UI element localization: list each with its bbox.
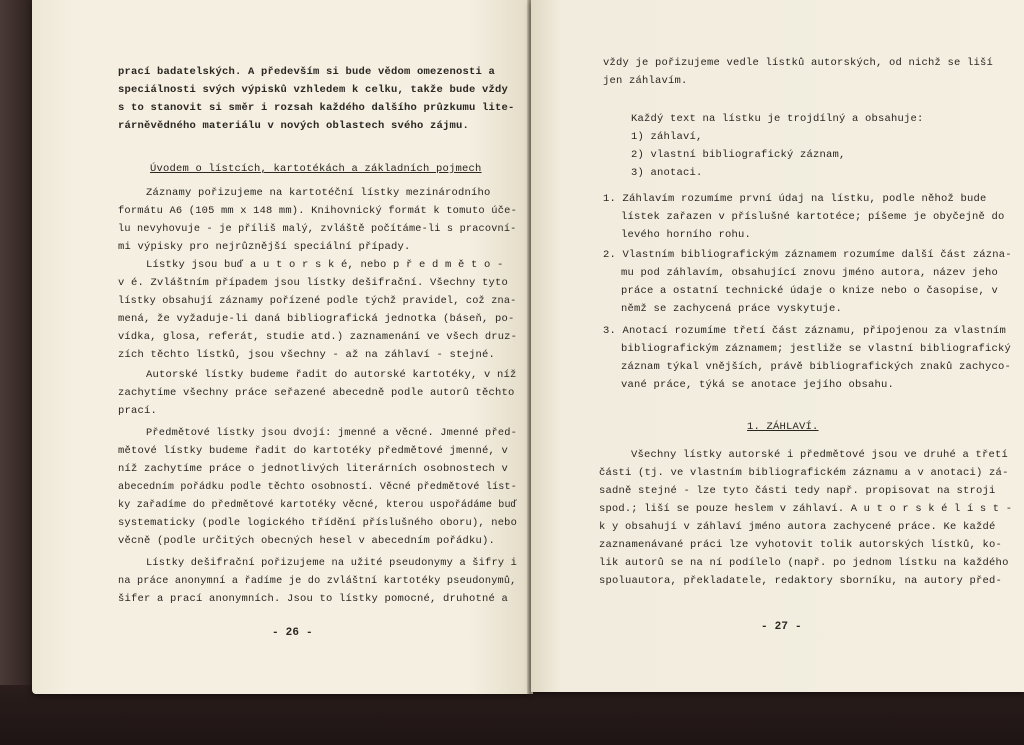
text-line: 3. Anotací rozumíme třetí část záznamu, připojenou za vlastním xyxy=(603,325,1007,337)
text-line: na práce anonymní a řadíme je do zvláštní kartotéky pseudonymů, xyxy=(118,575,517,587)
list-item: 3) anotaci. xyxy=(631,167,703,179)
table-surface xyxy=(0,685,1024,745)
text-line: zachytíme všechny práce seřazené abecedně podle autorů těchto xyxy=(118,387,515,399)
text-line: vždy je pořizujeme vedle lístků autorských, od nichž se liší xyxy=(603,57,994,69)
text-line: ky zařadíme do předmětové kartotéky věcné, kterou uspořádáme buď xyxy=(118,499,518,511)
text-line: spod.; liší se pouze heslem v záhlaví. A u t o r s k é l í s t - xyxy=(599,503,1013,515)
text-line: v é. Zvláštním případem jsou lístky dešifrační. Všechny tyto xyxy=(118,277,509,289)
text-line: systematicky (podle logického třídění příslušného oboru), nebo xyxy=(118,517,518,529)
text-line: Předmětové lístky jsou dvojí: jmenné a věcné. Jmenné před- xyxy=(146,427,518,439)
text-line: mětové lístky budeme řadit do kartotéky předmětové jmenné, v xyxy=(118,445,509,457)
text-line: mu pod záhlavím, obsahující znovu jméno autora, název jeho xyxy=(621,267,999,279)
text-line: vídka, glosa, referát, studie atd.) zaznamenání ve všech druz- xyxy=(118,331,518,343)
text-line: mená, že vyžaduje-li daná bibliografická jednotka (báseň, po- xyxy=(118,313,515,325)
text-line: prací. xyxy=(118,405,158,417)
text-line: lístky obsahují záznamy pořízené podle týchž pravidel, což zna- xyxy=(118,295,517,307)
text-line: vané práce, týká se anotace jejího obsahu. xyxy=(621,379,895,391)
text-line: sadně stejné - lze tyto části tedy např. propisovat na stroji xyxy=(599,485,996,497)
text-line: němž se zachycená práce vyskytuje. xyxy=(621,303,843,315)
text-line: níž zachytíme práce o jednotlivých literárních osobnostech v xyxy=(118,463,509,475)
text-line: zaznamenávané práci lze vyhotovit tolik autorských lístků, ko- xyxy=(599,539,1003,551)
text-line: Lístky jsou buď a u t o r s k é, nebo p ř e d m ě t o - xyxy=(146,259,504,271)
text-line: formátu A6 (105 mm x 148 mm). Knihovnický formát k tomuto úče- xyxy=(118,205,518,217)
text-line: Každý text na lístku je trojdílný a obsahuje: xyxy=(631,113,924,125)
text-line: speciálnosti svých výpisků vzhledem k celku, takže bude vždy xyxy=(118,84,509,96)
text-line: jen záhlavím. xyxy=(603,75,688,87)
left-page xyxy=(32,0,529,694)
text-line: Autorské lístky budeme řadit do autorské kartotéky, v níž xyxy=(146,369,517,381)
text-line: části (tj. ve vlastním bibliografickém záznamu a v anotaci) zá- xyxy=(599,467,1009,479)
text-line: Všechny lístky autorské i předmětové jsou ve druhé a třetí xyxy=(631,449,1009,461)
text-line: lístek zařazen v příslušné kartotéce; píšeme je obyčejně do xyxy=(621,211,1005,223)
list-item: 1) záhlaví, xyxy=(631,131,703,143)
page-number: - 26 - xyxy=(272,627,313,639)
text-line: lu nevyhovuje - je příliš malý, zvláště počítáme-li s pracovní- xyxy=(118,223,517,235)
text-line: Záznamy pořizujeme na kartotéční lístky mezinárodního xyxy=(146,187,491,199)
text-line: práce a ostatní technické údaje o knize nebo o časopise, v xyxy=(621,285,999,297)
text-line: prací badatelských. A především si bude vědom omezenosti a xyxy=(118,66,496,78)
text-line: bibliografickým záznamem; jestliže se vlastní bibliografický xyxy=(621,343,1012,355)
text-line: Lístky dešifrační pořizujeme na užité pseudonymy a šifry i xyxy=(146,557,518,569)
list-item: 2) vlastní bibliografický záznam, xyxy=(631,149,846,161)
text-line: šifer a prací anonymních. Jsou to lístky pomocné, druhotné a xyxy=(118,593,509,605)
text-line: záznam týkal vnějších, právě bibliografických znaků zachyco- xyxy=(621,361,1012,373)
text-line: 1. Záhlavím rozumíme první údaj na lístku, podle něhož bude xyxy=(603,193,987,205)
text-line: s to stanovit si směr i rozsah každého dalšího průzkumu lite- xyxy=(118,102,515,114)
text-line: 2. Vlastním bibliografickým záznamem rozumíme další část zázna- xyxy=(603,249,1012,261)
text-line: spoluautora, překladatele, redaktory sborníku, na autory před- xyxy=(599,575,1003,587)
text-line: mi výpisky pro nejrůznější speciální případy. xyxy=(118,241,411,253)
text-line: rárněvědného materiálu v nových oblastech svého zájmu. xyxy=(118,120,470,132)
section-heading: 1. ZÁHLAVÍ. xyxy=(747,421,819,433)
page-number: - 27 - xyxy=(761,621,802,633)
text-line: zích těchto lístků, jsou všechny - až na záhlaví - stejné. xyxy=(118,349,496,361)
section-heading: Úvodem o lístcích, kartotékách a základních pojmech xyxy=(150,163,482,175)
text-line: lik autorů se na ní podílelo (např. po jednom lístku na každého xyxy=(599,557,1009,569)
text-line: levého horního rohu. xyxy=(621,229,752,241)
table-background xyxy=(0,0,32,745)
text-line: k y obsahují v záhlaví jméno autora zachycené práce. Ke každé xyxy=(599,521,996,533)
text-line: věcně (podle určitých obecných hesel v abecedním pořádku). xyxy=(118,535,496,547)
right-page xyxy=(531,0,1024,692)
text-line: abecedním pořádku podle těchto osobností. Věcné předmětové líst- xyxy=(118,481,518,493)
